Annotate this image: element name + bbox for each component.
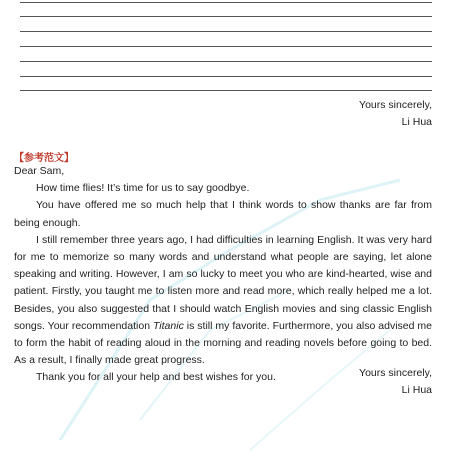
writing-line bbox=[20, 2, 432, 3]
sample-essay bbox=[14, 163, 432, 387]
writing-line bbox=[20, 31, 432, 32]
top-closing-phrase: Yours sincerely, bbox=[359, 99, 432, 111]
top-closing-signature: Li Hua bbox=[401, 116, 432, 128]
essay-salutation: Dear Sam, bbox=[14, 165, 65, 177]
bottom-closing bbox=[359, 365, 432, 399]
writing-line bbox=[20, 61, 432, 62]
essay-paragraph-2: You have offered me so much help that I think words to show thanks are far from being enough. bbox=[14, 199, 432, 229]
movie-title: Titanic bbox=[152, 319, 184, 332]
bottom-closing-signature: Li Hua bbox=[401, 384, 432, 396]
writing-line bbox=[20, 16, 432, 17]
sample-essay-tag: 【参考范文】 bbox=[14, 153, 74, 164]
essay-paragraph-3-part-2: is still my favorite. Furthermore, you also advised me to form the habit of reading aloud in the morning and reading novels before going to bed. As a result, I finally made great progress. bbox=[14, 319, 432, 367]
essay-paragraph-4: Thank you for all your help and best wishes for you. bbox=[36, 371, 276, 384]
essay-paragraph-3 bbox=[14, 232, 432, 370]
essay-paragraph-1: How time flies! It’s time for us to say goodbye. bbox=[36, 182, 250, 195]
top-closing bbox=[359, 97, 432, 131]
bottom-closing-phrase: Yours sincerely, bbox=[359, 367, 432, 379]
writing-line bbox=[20, 46, 432, 47]
writing-line bbox=[20, 90, 432, 91]
essay-paragraph-3-part-1: I still remember three years ago, I had difficulties in learning English. It was very hard for me to memorize so many words and understand what people are saying, let alone speaking and writing. However, I am so lucky to meet you who are kind-hearted, wise and patient. Firstly, you taught me to listen more and read more, which really helped me a lot. Besides, you also suggested that I should watch English movies and sing classic English songs. Your recommendation bbox=[14, 233, 432, 332]
writing-line bbox=[20, 76, 432, 77]
